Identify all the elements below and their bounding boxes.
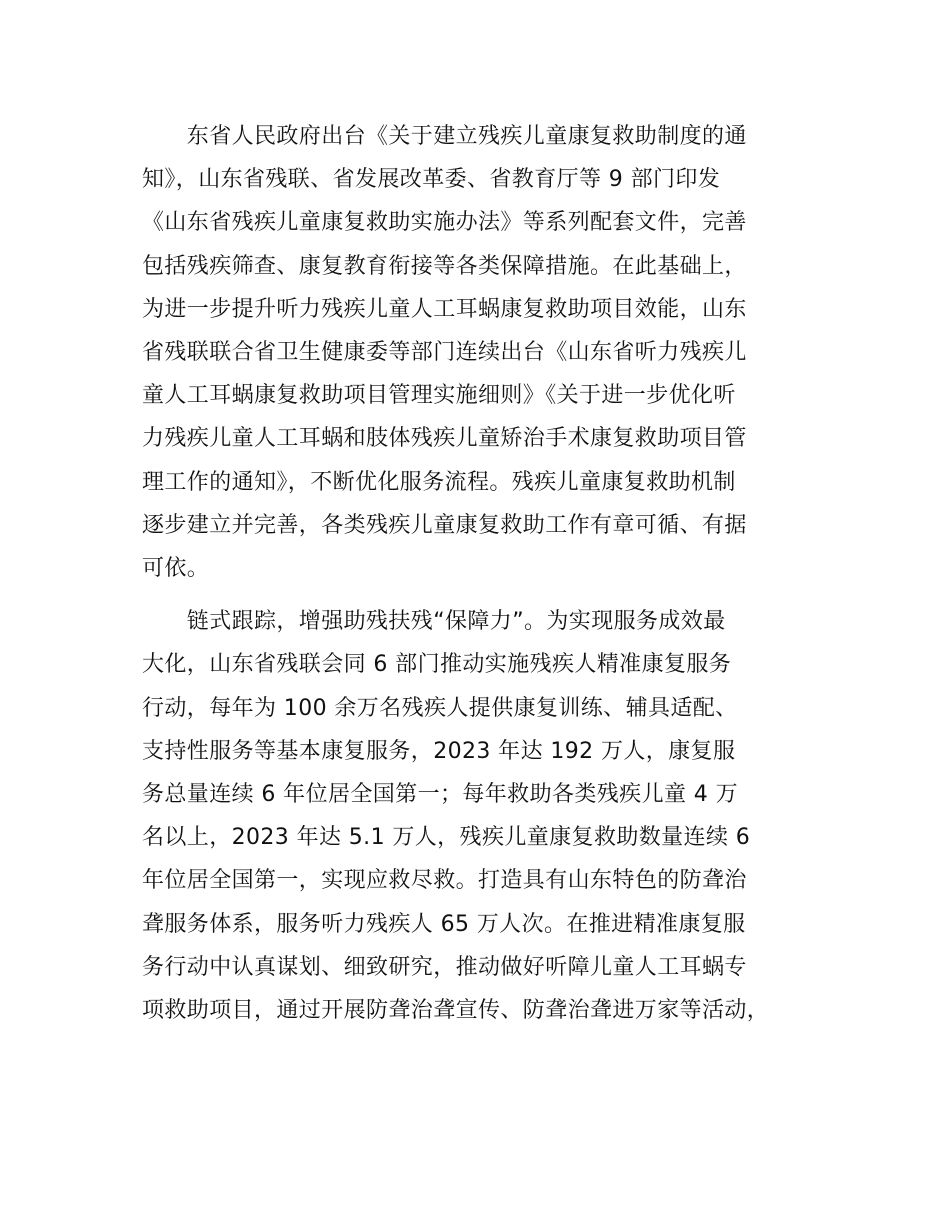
text-line: 项救助项目，通过开展防聋治聋宣传、防聋治聋进万家等活动， bbox=[142, 998, 770, 1024]
text-line: 名以上，2023 年达 5.1 万人，残疾儿童康复救助数量连续 6 bbox=[142, 825, 751, 851]
text-line: 聋服务体系，服务听力残疾人 65 万人次。在推进精准康复服 bbox=[142, 911, 746, 937]
text-line: 知》，山东省残联、省发展改革委、省教育厅等 9 部门印发 bbox=[142, 167, 721, 193]
paragraph-policy-documents bbox=[142, 115, 832, 590]
text-line: 链式跟踪，增强助残扶残“保障力”。为实现服务成效最 bbox=[142, 609, 726, 635]
text-line: 可依。 bbox=[142, 556, 210, 582]
text-line: 《山东省残疾儿童康复救助实施办法》等系列配套文件，完善 bbox=[142, 210, 747, 236]
text-line: 为进一步提升听力残疾儿童人工耳蜗康复救助项目效能，山东 bbox=[142, 296, 747, 322]
text-line: 童人工耳蜗康复救助项目管理实施细则》《关于进一步优化听 bbox=[142, 383, 736, 409]
text-line: 年位居全国第一，实现应救尽救。打造具有山东特色的防聋治 bbox=[142, 868, 747, 894]
paragraph-chain-tracking bbox=[142, 600, 832, 1032]
document-body bbox=[142, 115, 832, 1032]
text-line: 理工作的通知》，不断优化服务流程。残疾儿童康复救助机制 bbox=[142, 469, 736, 495]
text-line: 行动，每年为 100 余万名残疾人提供康复训练、辅具适配、 bbox=[142, 695, 738, 721]
text-line: 大化，山东省残联会同 6 部门推动实施残疾人精准康复服务 bbox=[142, 652, 732, 678]
text-line: 逐步建立并完善，各类残疾儿童康复救助工作有章可循、有据 bbox=[142, 512, 747, 538]
text-line: 东省人民政府出台《关于建立残疾儿童康复救助制度的通 bbox=[142, 124, 747, 149]
text-line: 务行动中认真谋划、细致研究，推动做好听障儿童人工耳蜗专 bbox=[142, 954, 747, 980]
text-line: 省残联联合省卫生健康委等部门连续出台《山东省听力残疾儿 bbox=[142, 340, 747, 366]
text-line: 支持性服务等基本康复服务，2023 年达 192 万人，康复服 bbox=[142, 738, 736, 764]
text-line: 包括残疾筛查、康复教育衔接等各类保障措施。在此基础上， bbox=[142, 253, 747, 279]
text-line: 力残疾儿童人工耳蜗和肢体残疾儿童矫治手术康复救助项目管 bbox=[142, 426, 747, 452]
text-line: 务总量连续 6 年位居全国第一；每年救助各类残疾儿童 4 万 bbox=[142, 782, 738, 808]
